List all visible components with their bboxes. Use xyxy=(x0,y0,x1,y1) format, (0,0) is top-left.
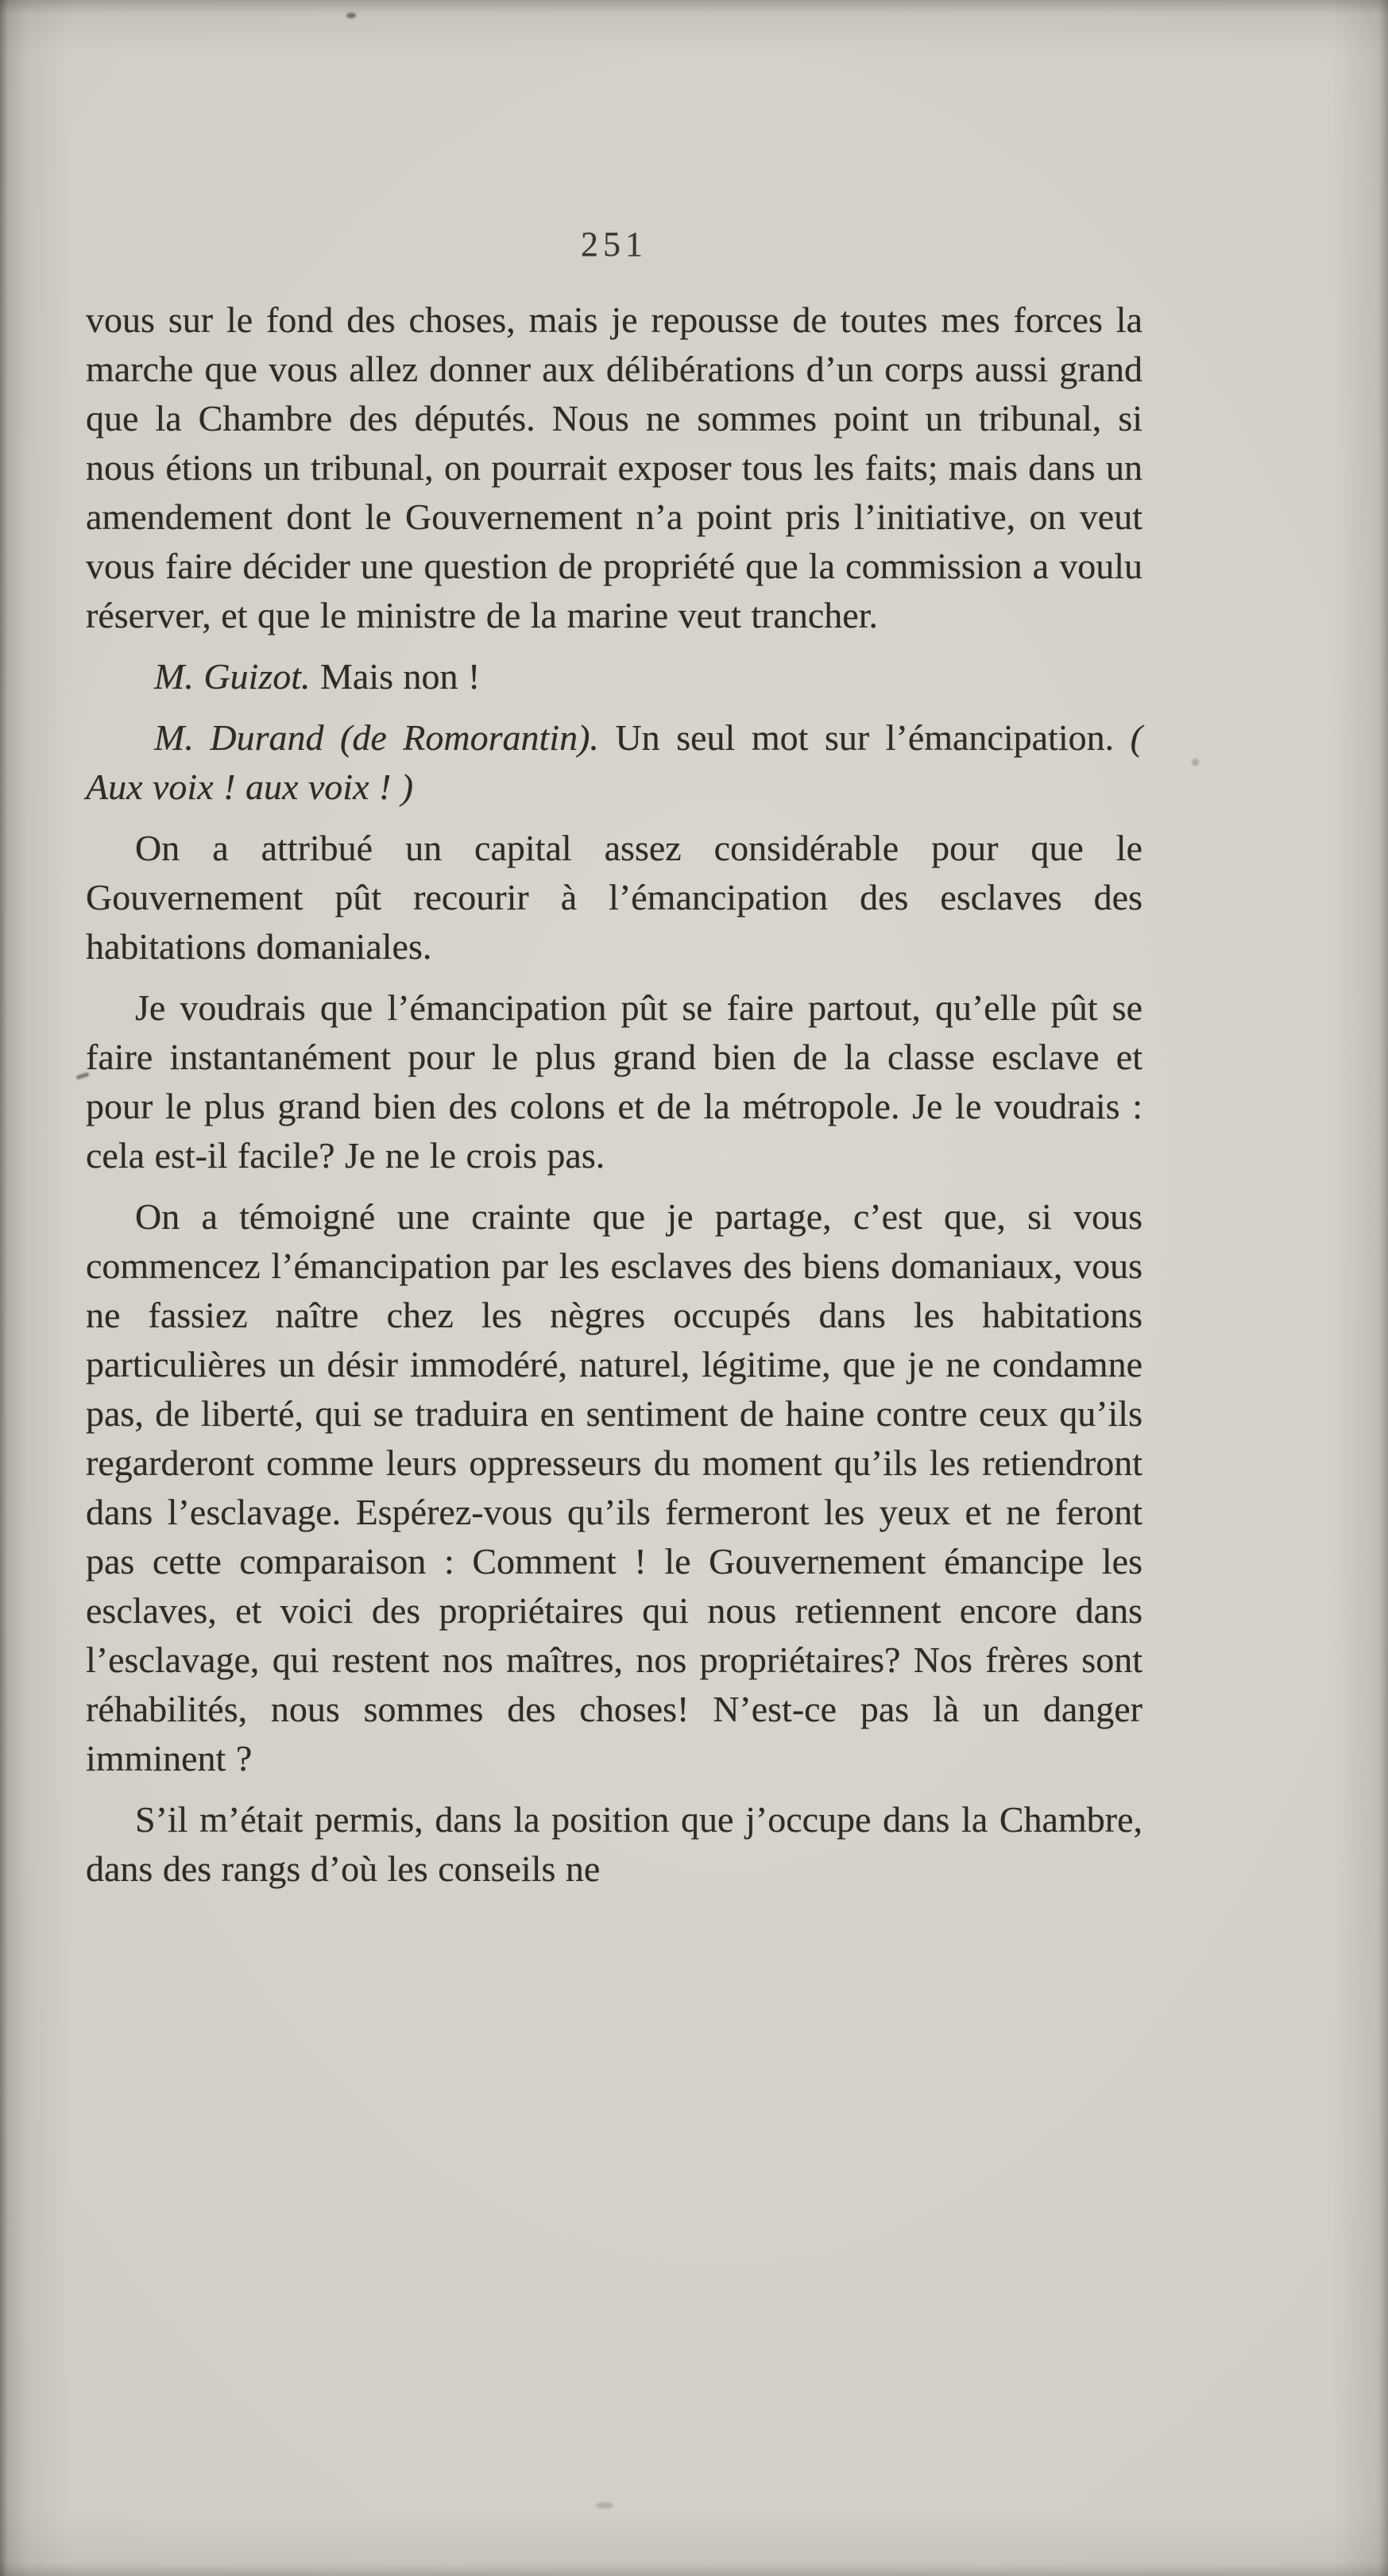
paragraph: On a témoigné une crainte que je partage, c’est que, si vous commencez l’émancipation par les esclaves des biens domaniaux, vous ne fassiez naître chez les nègres occupés dans les habitations particulières un désir immodéré, naturel, légitime, que je ne condamne pas, de liberté, qui se traduira en sentiment de haine contre ceux qu’ils regarderont comme leurs oppresseurs du moment qu’ils les retiendront dans l’esclavage. Espérez-vous qu’ils fermeront les yeux et ne feront pas cette comparaison : Comment ! le Gouvernement émancipe les esclaves, et voici des propriétaires qui nous retiennent encore dans l’esclavage, qui restent nos maîtres, nos propriétaires? Nos frères sont réhabilités, nous sommes des choses! N’est-ce pas là un danger imminent ? xyxy=(86,1196,1142,1778)
ink-speck xyxy=(1192,759,1199,766)
speech-durand xyxy=(86,713,1142,812)
paragraph: S’il m’était permis, dans la position que j’occupe dans la Chambre, dans des rangs d’où les conseils ne xyxy=(86,1799,1142,1889)
paragraph: On a attribué un capital assez considérable pour que le Gouvernement pût recourir à l’émancipation des esclaves des habitations domaniales. xyxy=(86,828,1142,967)
page-number: 251 xyxy=(581,225,648,264)
speech-guizot xyxy=(86,652,1142,701)
speech-text: Un seul mot sur l’émancipation. xyxy=(598,717,1131,758)
paragraph-continuation: vous sur le fond des choses, mais je repousse de toutes mes forces la marche que vous allez donner aux délibérations d’un corps aussi grand que la Chambre des députés. Nous ne sommes point un tribunal, si nous étions un tribunal, on pourrait exposer tous les faits; mais dans un amendement dont le Gouvernement n’a point pris l’initiative, on veut vous faire décider une question de propriété que la commission a voulu réserver, et que le ministre de la marine veut trancher. xyxy=(86,299,1142,635)
paragraph: Je voudrais que l’émancipation pût se faire partout, qu’elle pût se faire instantanément pour le plus grand bien de la classe esclave et pour le plus grand bien des colons et de la métropole. Je le voudrais : cela est-il facile? Je ne le crois pas. xyxy=(86,987,1142,1176)
speaker-name: M. Guizot. xyxy=(154,656,311,697)
ink-speck xyxy=(596,2502,613,2508)
speaker-name: M. Durand (de Romorantin). xyxy=(154,717,599,758)
page-text-block xyxy=(86,295,1142,1894)
speech-aside: ( Aux voix ! aux voix ! ) xyxy=(86,717,1142,807)
speech-text: Mais non ! xyxy=(310,656,481,697)
ink-speck xyxy=(346,13,356,18)
